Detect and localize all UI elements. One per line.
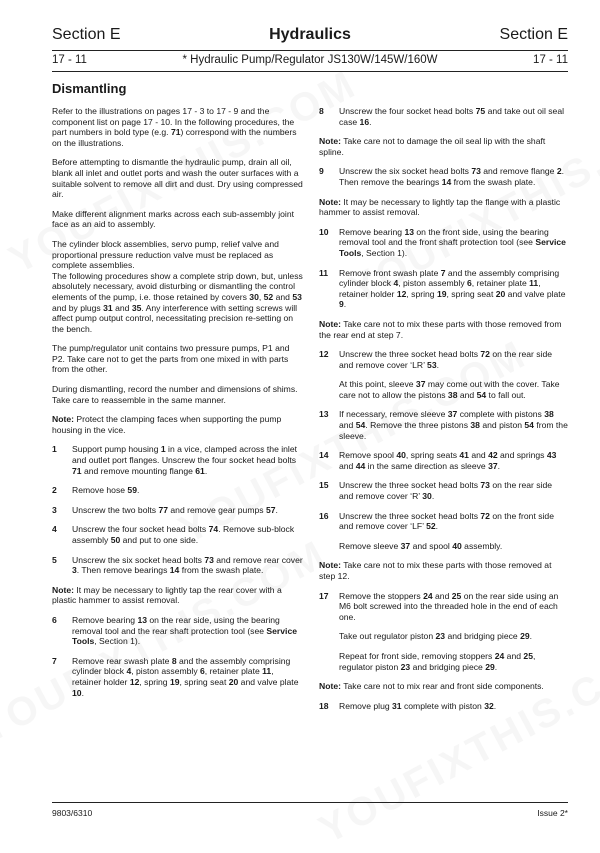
section-heading: Dismantling <box>52 81 127 96</box>
step <box>319 268 568 310</box>
step <box>319 409 568 441</box>
step-number: 6 <box>52 614 57 625</box>
step <box>319 511 568 532</box>
header-rule <box>52 50 568 51</box>
step-number: 7 <box>52 655 57 666</box>
step-continuation: Repeat for front side, removing stoppers 24 and 25, regulator piston 23 and bridging piece 29. <box>339 650 536 672</box>
step-number: 5 <box>52 554 57 565</box>
page-number-right: 17 - 11 <box>533 54 568 66</box>
note: Note: Take care not to mix rear and front side components. <box>319 681 544 692</box>
left-column <box>52 106 303 707</box>
step <box>319 166 568 187</box>
step-text: Remove bearing 13 on the front side, using the bearing removal tool and the front shaft protection tool (see Service Tools, Section 1). <box>339 226 566 258</box>
step-text: Remove plug 31 complete with piston 32. <box>339 700 497 711</box>
page-number-left: 17 - 11 <box>52 54 87 66</box>
note: Note: It may be necessary to lightly tap the flange with a plastic hammer to assist removal. <box>319 196 561 218</box>
step-number: 9 <box>319 166 324 177</box>
step <box>319 349 568 370</box>
step-number: 2 <box>52 485 57 496</box>
step-number: 8 <box>319 106 324 116</box>
step-text: Unscrew the three socket head bolts 72 on the front side and remove cover ‘LF’ 52. <box>339 510 554 532</box>
step-number: 11 <box>319 267 329 278</box>
issue-label: Issue 2* <box>537 808 568 818</box>
paragraph: Make different alignment marks across each sub-assembly joint face as an aid to assembly. <box>52 208 295 230</box>
paragraph: During dismantling, record the number and dimensions of shims. Take care to reassemble in the same manner. <box>52 384 298 405</box>
step-number: 17 <box>319 590 329 601</box>
step-continuation: Take out regulator piston 23 and bridging piece 29. <box>339 631 533 642</box>
step-text: Unscrew the six socket head bolts 73 and remove rear cover 3. Then remove bearings 14 from the swash plate. <box>72 554 303 576</box>
step <box>52 555 303 576</box>
step <box>52 615 303 647</box>
step-text: Unscrew the six socket head bolts 73 and remove flange 2. Then remove the bearings 14 from the swash plate. <box>339 166 565 187</box>
step-text: Unscrew the four socket head bolts 74. Remove sub-block assembly 50 and put to one side. <box>72 524 295 545</box>
step <box>52 656 303 698</box>
right-column <box>319 106 568 720</box>
step-text: If necessary, remove sleeve 37 complete with pistons 38 and 54. Remove the three pistons 38 and piston 54 from the sleeve. <box>339 409 568 441</box>
step-text: Unscrew the four socket head bolts 75 and take out oil seal case 16. <box>339 106 565 127</box>
step <box>319 106 568 127</box>
step-number: 16 <box>319 510 329 521</box>
step <box>52 485 303 496</box>
section-label-left: Section E <box>52 26 121 43</box>
step <box>319 701 568 712</box>
document-code: 9803/6310 <box>52 808 93 818</box>
page-subtitle: * Hydraulic Pump/Regulator JS130W/145W/160W <box>182 54 438 66</box>
step <box>52 444 303 476</box>
step <box>319 591 568 623</box>
step <box>52 505 303 516</box>
note: Note: Protect the clamping faces when supporting the pump housing in the vice. <box>52 414 282 435</box>
step-text: Remove bearing 13 on the rear side, using the bearing removal tool and the rear shaft protection tool (see Service Tools, Section 1). <box>72 614 298 647</box>
paragraph: Refer to the illustrations on pages 17 - 3 to 17 - 9 and the component list on page 17 - 10. In the following procedures, the part numbers in bold type (e.g. 71) correspond with the numbers on the illustrations. <box>52 106 297 148</box>
step-text: Unscrew the two bolts 77 and remove gear pumps 57. <box>72 504 278 515</box>
step <box>52 524 303 545</box>
step-number: 15 <box>319 480 329 491</box>
step-continuation: Remove sleeve 37 and spool 40 assembly. <box>339 540 503 551</box>
step-number: 1 <box>52 444 57 455</box>
note: Note: Take care not to mix these parts with those removed at step 12. <box>319 560 552 581</box>
step-number: 10 <box>319 226 329 237</box>
step-number: 13 <box>319 409 329 420</box>
note: Note: Take care not to damage the oil seal lip with the shaft spline. <box>319 136 546 157</box>
sub-header <box>52 54 568 70</box>
step-text: Unscrew the three socket head bolts 72 on the rear side and remove cover ‘LR’ 53. <box>339 349 553 370</box>
paragraph: Before attempting to dismantle the hydraulic pump, drain all oil, blank all inlet and outlet ports and wash the outer surfaces with a suitable solvent to remove all dirt and dust. Dry using compressed air. <box>52 157 303 200</box>
step-number: 18 <box>319 700 329 711</box>
paragraph: The cylinder block assemblies, servo pump, relief valve and proportional pressure reduction valve must be replaced as complete assemblies. <box>52 238 279 271</box>
step-number: 14 <box>319 450 329 461</box>
note: Note: Take care not to mix these parts with those removed from the rear end at step 7. <box>319 318 562 340</box>
step <box>319 450 568 471</box>
step-text: Remove rear swash plate 8 and the assembly comprising cylinder block 4, piston assembly 6, retainer plate 11, retainer holder 12, spring 19, spring seat 20 and valve plate 10. <box>72 655 299 698</box>
step-text: Remove the stoppers 24 and 25 on the rear side using an M6 bolt screwed into the threaded hole in the end of each one. <box>339 590 559 622</box>
step-number: 12 <box>319 349 329 360</box>
paragraph: The pump/regulator unit contains two pressure pumps, P1 and P2. Take care not to get the parts from one mixed in with parts from the other. <box>52 343 290 375</box>
step-text: Remove hose 59. <box>72 485 140 496</box>
step-text: Unscrew the three socket head bolts 73 on the rear side and remove cover ‘R’ 30. <box>339 480 553 502</box>
page-title: Hydraulics <box>269 26 351 43</box>
step-number: 4 <box>52 524 57 535</box>
page-header <box>52 26 568 50</box>
step-number: 3 <box>52 504 57 515</box>
footer-rule <box>52 802 568 803</box>
paragraph: The following procedures show a complete strip down, but, unless absolutely necessary, avoid disturbing or dismantling the control elements of the pump, i.e. those retained by covers 30, 52 and 53 and by plugs 31 and 35. Any interference with setting screws will affect pump output control, necessitating precision re-setting on the bench. <box>52 270 303 334</box>
step <box>319 227 568 259</box>
step-continuation: At this point, sleeve 37 may come out with the cover. Take care not to allow the pistons 38 and 54 to fall out. <box>339 379 560 400</box>
step-text: Support pump housing 1 in a vice, clamped across the inlet and outlet port flanges. Unscrew the four socket head bolts 71 and remove mounting flange 61. <box>72 444 298 476</box>
section-label-right: Section E <box>499 26 568 43</box>
step <box>319 480 568 501</box>
subheader-rule <box>52 71 568 72</box>
step-text: Remove front swash plate 7 and the assembly comprising cylinder block 4, piston assembly 6, retainer plate 11, retainer holder 12, spring 19, spring seat 20 and valve plate 9. <box>339 267 566 310</box>
step-text: Remove spool 40, spring seats 41 and 42 and springs 43 and 44 in the same direction as sleeve 37. <box>339 450 557 471</box>
note: Note: It may be necessary to lightly tap the rear cover with a plastic hammer to assist removal. <box>52 584 282 606</box>
